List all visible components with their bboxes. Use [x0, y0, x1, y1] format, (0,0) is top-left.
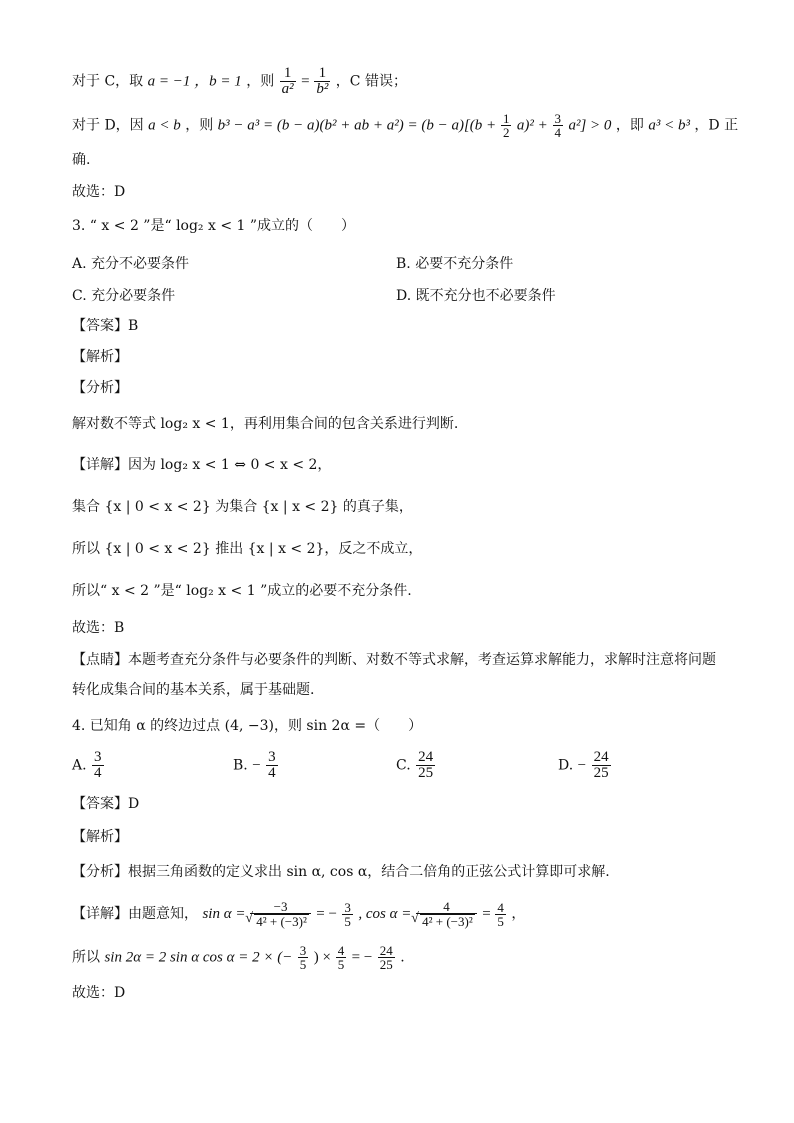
denominator: [416, 914, 477, 928]
text: 对于 D，因: [72, 117, 149, 134]
q4-so-line: [72, 944, 405, 971]
q4-jiexi: 【解析】: [72, 829, 128, 845]
q4-fenxi: 【分析】根据三角函数的定义求出 sin α, cos α，结合二倍角的正弦公式计算即可求解.: [72, 864, 610, 880]
q3-dianjing-2: 转化成集合间的基本关系，属于基础题.: [72, 682, 315, 698]
fraction: [336, 944, 347, 971]
q4-xiangjie: [72, 900, 525, 928]
denominator: 25: [593, 765, 609, 781]
q3-option-a: A. 充分不必要条件: [72, 256, 190, 272]
q4-option-a: [72, 750, 105, 781]
text: ，即: [615, 117, 649, 134]
text: ，D 正: [694, 117, 739, 134]
numerator: 3: [94, 749, 102, 765]
fraction: [416, 900, 477, 928]
fraction: [378, 944, 395, 971]
denominator: [250, 914, 311, 928]
sign: −: [577, 757, 587, 774]
denominator: 5: [497, 913, 504, 929]
denominator: 4: [94, 765, 102, 781]
numerator: 3: [268, 749, 276, 765]
math: = −: [351, 949, 373, 966]
q4-option-d: [558, 750, 612, 781]
item-d-cont: 确.: [72, 152, 91, 168]
numerator: 4: [416, 900, 477, 914]
q3-dianjing-1: 【点睛】本题考查充分条件与必要条件的判断、对数不等式求解，考查运算求解能力，求解时注意将问题: [72, 652, 716, 668]
math: , cos α =: [358, 906, 416, 922]
fraction: [501, 112, 512, 139]
q4-answer: 【答案】D: [72, 796, 140, 812]
q4-stem: 4. 已知角 α 的终边过点 (4, −3)，则 sin 2α =（ ）: [72, 718, 423, 734]
sqrt: √ 4² + (−3)²: [254, 914, 309, 928]
q3-line4: 所以“ x < 2 ”是“ log₂ x < 1 ”成立的必要不充分条件.: [72, 583, 412, 599]
fraction: [250, 900, 311, 928]
q3-option-b: B. 必要不充分条件: [396, 256, 514, 272]
numerator: 4: [497, 899, 504, 915]
math: a²] > 0: [568, 117, 612, 134]
q3-option-c: C. 充分必要条件: [72, 288, 176, 304]
fraction: [314, 66, 330, 97]
fraction: [553, 112, 564, 139]
q3-answer: 【答案】B: [72, 318, 139, 334]
fraction: [266, 750, 278, 781]
math: a < b: [148, 117, 181, 134]
math: ) ×: [313, 949, 335, 966]
numerator: 3: [344, 899, 351, 915]
denominator: 25: [379, 957, 393, 972]
math: a³ < b³: [648, 117, 690, 134]
q2-choose: 故选：D: [72, 184, 126, 200]
denominator: 5: [344, 913, 351, 929]
denominator: 5: [337, 957, 345, 972]
q3-line3: 所以 {x | 0 < x < 2} 推出 {x | x < 2}，反之不成立，: [72, 541, 423, 557]
numerator: 4: [337, 943, 345, 958]
math: sin 2α = 2 sin α cos α = 2 × (−: [104, 949, 293, 966]
text: ，C 错误；: [335, 73, 407, 90]
item-c-line: [72, 66, 407, 97]
q3-stem: 3. “ x < 2 ”是“ log₂ x < 1 ”成立的（ ）: [72, 218, 356, 234]
denominator: 4: [554, 125, 562, 140]
option-letter: D.: [558, 757, 574, 774]
sqrt: √ 4² + (−3)²: [420, 914, 475, 928]
option-letter: C.: [396, 757, 411, 774]
item-d-line: [72, 112, 738, 139]
numerator: 1: [314, 66, 330, 82]
denominator: 4: [268, 765, 276, 781]
q3-fenxi-label: 【分析】: [72, 380, 128, 396]
math: sin α =: [202, 906, 250, 922]
numerator: 1: [280, 66, 296, 82]
denominator: 5: [299, 957, 307, 972]
text: 所以: [72, 949, 105, 966]
numerator: −3: [250, 900, 311, 914]
option-letter: A.: [72, 757, 87, 774]
q3-choose: 故选：B: [72, 620, 125, 636]
numerator: 1: [502, 111, 510, 126]
denominator: 2: [502, 125, 510, 140]
math: a = −1 ，b = 1: [147, 73, 242, 90]
math: = −: [316, 906, 337, 922]
denominator: a²: [281, 81, 294, 97]
fraction: [495, 901, 506, 928]
option-letter: B.: [233, 757, 248, 774]
q4-choose: 故选：D: [72, 985, 126, 1001]
numerator: 24: [418, 749, 434, 765]
numerator: 24: [593, 749, 609, 765]
fraction: [592, 750, 611, 781]
q3-xiangjie: 【详解】因为 log₂ x < 1 ⇔ 0 < x < 2，: [72, 457, 332, 473]
fraction: [342, 901, 353, 928]
text: ，则: [246, 73, 279, 90]
q3-line2: 集合 {x | 0 < x < 2} 为集合 {x | x < 2} 的真子集，: [72, 499, 413, 515]
denominator: b²: [316, 81, 329, 97]
q4-option-c: [396, 750, 436, 781]
text: 【详解】由题意知，: [72, 906, 198, 922]
fraction: [280, 66, 296, 97]
denominator: 25: [418, 765, 434, 781]
text: .: [400, 949, 405, 966]
text: 对于 C，取: [72, 73, 148, 90]
fraction: [92, 750, 104, 781]
math: a)² +: [516, 117, 552, 134]
fraction: [416, 750, 435, 781]
sign: −: [252, 757, 261, 774]
q3-fenxi-text: 解对数不等式 log₂ x < 1，再利用集合间的包含关系进行判断.: [72, 416, 459, 432]
numerator: 3: [299, 943, 307, 958]
text: ，则: [185, 117, 218, 134]
numerator: 3: [554, 111, 562, 126]
math: b³ − a³ = (b − a)(b² + ab + a²) = (b − a)[(b +: [217, 117, 500, 134]
q3-jiexi: 【解析】: [72, 349, 128, 365]
q3-option-d: D. 既不充分也不必要条件: [396, 288, 556, 304]
text: ，: [511, 906, 526, 922]
math: =: [482, 906, 495, 922]
q4-option-b: [233, 750, 279, 781]
fraction: [298, 944, 309, 971]
math: =: [301, 73, 314, 90]
numerator: 24: [379, 943, 393, 958]
